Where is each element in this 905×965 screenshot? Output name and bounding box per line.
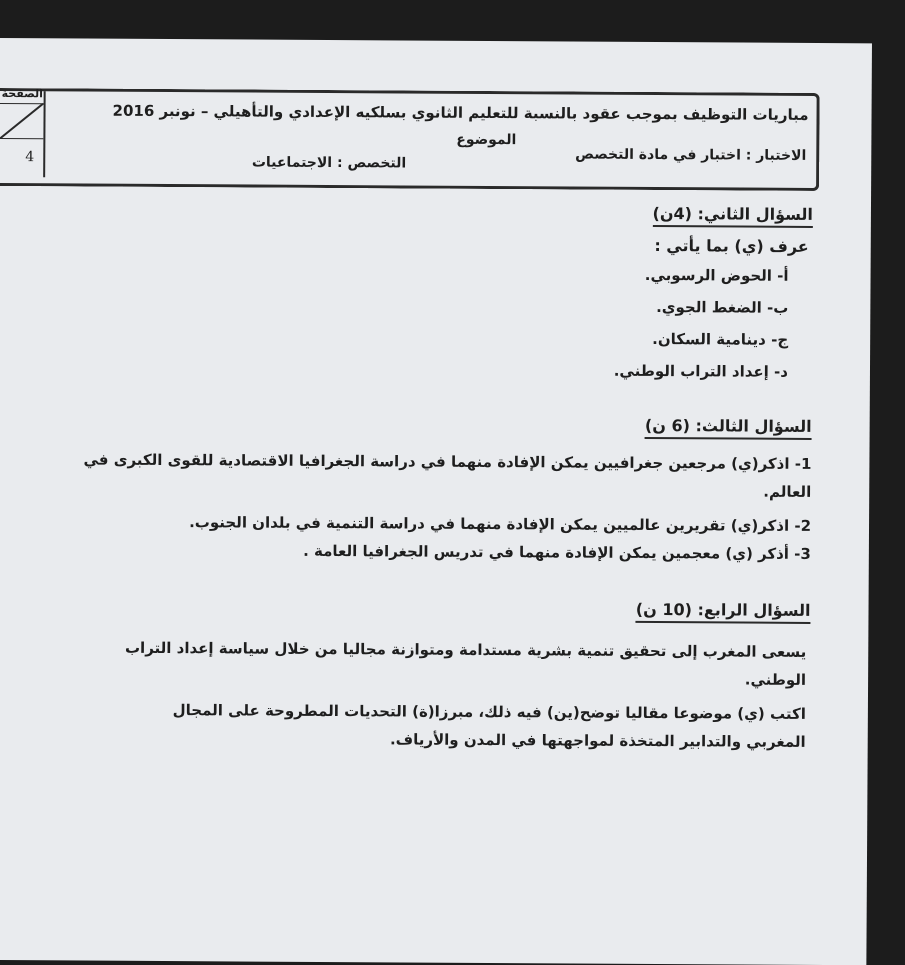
question-3-title: السؤال الثالث: (6 ن) bbox=[645, 416, 812, 440]
question-4-para-2-cont: المغربي والتدابير المتخذة لمواجهتها في المدن والأرياف. bbox=[390, 730, 806, 751]
exam-type: الاختبار : اختبار في مادة التخصص bbox=[575, 147, 806, 164]
page-number-box bbox=[0, 91, 46, 177]
page-label: الصفحة bbox=[2, 87, 43, 100]
question-2-item-b: ب- الضغط الجوي. bbox=[656, 298, 788, 317]
question-2-item-c: ج- دينامية السكان. bbox=[652, 330, 788, 349]
page-box-diagonal bbox=[0, 103, 44, 139]
question-4-para-1-cont: الوطني. bbox=[745, 671, 806, 689]
question-3-item-3: 3- أذكر (ي) معجمين يمكن الإفادة منهما في تدريس الجغرافيا العامة . bbox=[303, 542, 811, 563]
question-3-item-2: 2- اذكر(ي) تقريرين عالميين يمكن الإفادة منهما في دراسة التنمية في بلدان الجنوب. bbox=[189, 513, 811, 535]
question-2-intro: عرف (ي) بما يأتي : bbox=[654, 236, 809, 256]
question-3-item-1: 1- اذكر(ي) مرجعين جغرافيين يمكن الإفادة منهما في دراسة الجغرافيا الاقتصادية للقوى الكبرى في bbox=[83, 451, 811, 473]
question-4-title: السؤال الرابع: (10 ن) bbox=[636, 600, 811, 624]
subject-label: الموضوع bbox=[456, 132, 516, 148]
page-number: 4 bbox=[25, 149, 34, 165]
question-3-item-1-cont: العالم. bbox=[763, 483, 811, 501]
question-2-item-d: د- إعداد التراب الوطني. bbox=[614, 362, 788, 381]
question-2-title: السؤال الثاني: (4ن) bbox=[652, 204, 812, 228]
specialty-label: التخصص : الاجتماعيات bbox=[252, 155, 406, 172]
exam-title: مباريات التوظيف بموجب عقود بالنسبة للتعليم الثانوي بسلكيه الإعدادي والتأهيلي – نونبر 2016 bbox=[112, 102, 808, 124]
exam-page bbox=[0, 38, 872, 965]
question-4-para-2: اكتب (ي) موضوعا مقاليا توضح(ين) فيه ذلك، مبرزا(ة) التحديات المطروحة على المجال bbox=[173, 701, 806, 723]
question-4-para-1: يسعى المغرب إلى تحقيق تنمية بشرية مستدامة ومتوازنة مجاليا من خلال سياسة إعداد التراب bbox=[125, 639, 806, 661]
exam-header bbox=[0, 88, 820, 191]
question-2-item-a: أ- الحوض الرسوبي. bbox=[645, 266, 789, 285]
